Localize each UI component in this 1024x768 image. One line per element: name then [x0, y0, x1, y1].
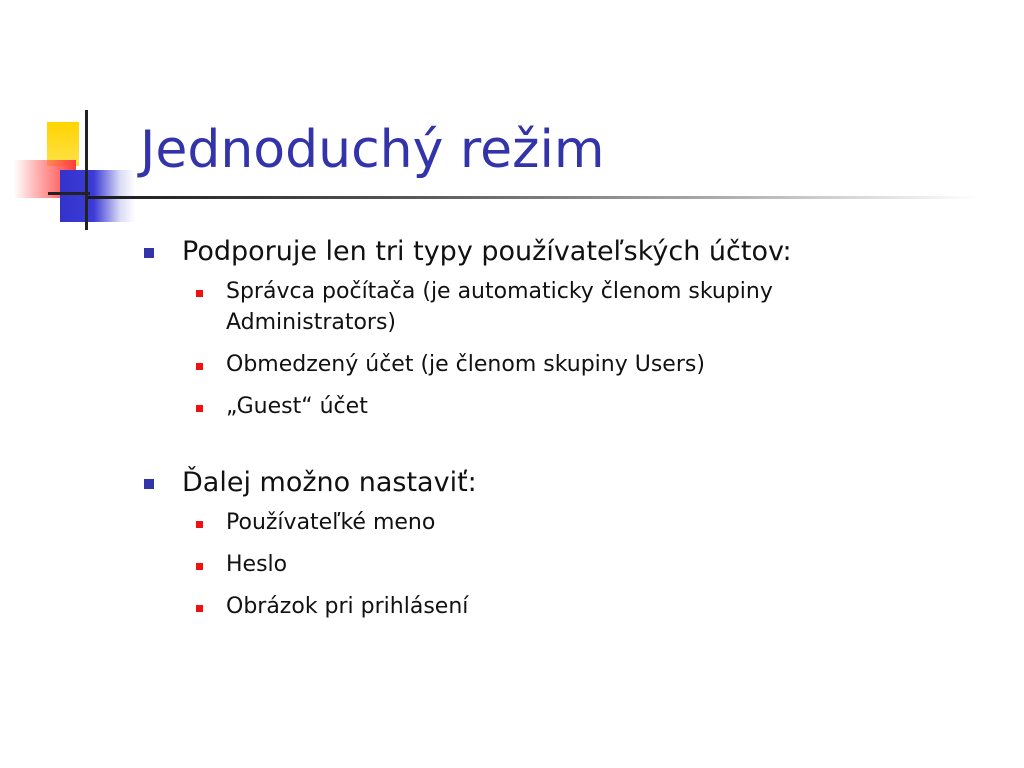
section-1-subitems	[140, 276, 900, 422]
section-2-subitems	[140, 507, 900, 622]
list-item-text: „Guest“ účet	[226, 394, 368, 419]
list-item-text: Obrázok pri prihlásení	[226, 594, 469, 619]
square-bullet-icon	[196, 605, 203, 612]
list-item	[140, 591, 900, 622]
bullet-section-2	[140, 463, 900, 503]
list-item	[140, 276, 900, 338]
logo-vertical-line	[85, 110, 88, 230]
list-item-text: Obmedzený účet (je členom skupiny Users)	[226, 352, 705, 377]
list-item-text: Používateľké meno	[226, 510, 436, 535]
list-item	[140, 507, 900, 538]
square-bullet-icon	[196, 405, 203, 412]
section-2-text: Ďalej možno nastaviť:	[182, 467, 477, 498]
square-bullet-icon	[196, 290, 203, 297]
square-bullet-icon	[196, 521, 203, 528]
list-item	[140, 549, 900, 580]
section-1-text: Podporuje len tri typy používateľských účtov:	[182, 236, 792, 267]
logo-horizontal-line	[48, 192, 90, 195]
title-underline	[88, 196, 978, 199]
square-bullet-icon	[196, 363, 203, 370]
list-item	[140, 391, 900, 422]
decorative-squares-logo	[0, 100, 150, 240]
square-bullet-icon	[196, 563, 203, 570]
list-item-text: Správca počítača (je automaticky členom skupiny Administrators)	[226, 279, 773, 335]
slide-title: Jednoduchý režim	[140, 120, 605, 180]
bullet-section-1	[140, 232, 900, 272]
list-item-text: Heslo	[226, 552, 288, 577]
slide-content	[140, 232, 900, 633]
square-bullet-icon	[144, 248, 154, 258]
list-item	[140, 349, 900, 380]
section-spacer	[140, 433, 900, 463]
square-bullet-icon	[144, 479, 154, 489]
